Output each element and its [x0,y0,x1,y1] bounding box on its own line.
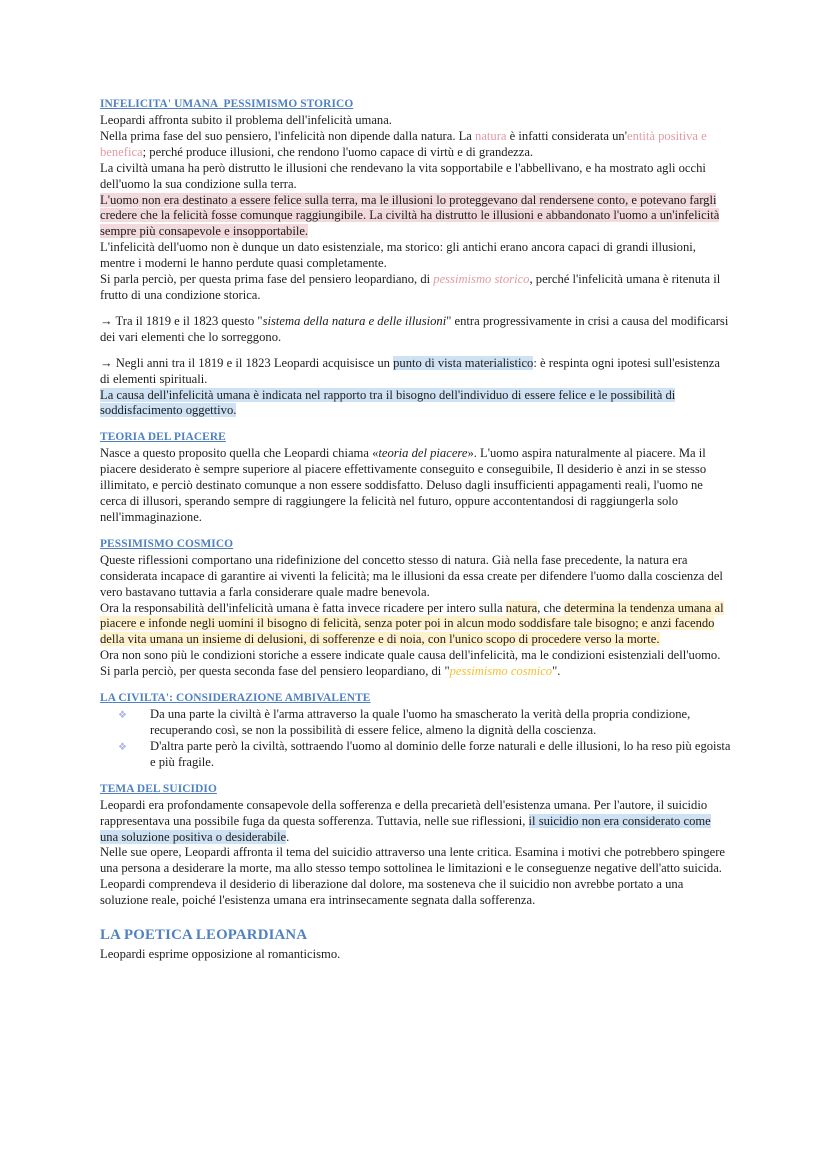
section-heading-la-poetica-leopardiana: LA POETICA LEOPARDIANA [100,927,308,944]
diamond-bullet-icon: ❖ [118,741,127,753]
text-run: , perché l'infelicità umana è ritenuta il frutto di una condizione storica. [100,272,721,302]
text-run: determina la tendenza umana al piacere e infonde negli uomini il bisogno di felicità, senza poter poi in alcun modo soddisfare tale bisogno; e anzi facendo della vita umana un insieme di delusioni, di sofferenze e di noia, con l'unico scopo di procedere verso la morte. [100,600,724,647]
text-run: natura [475,128,507,143]
text-run: pessimismo cosmico [449,664,553,679]
text-run: ". [552,664,561,679]
list-item [100,707,732,739]
text-run: è infatti considerata un' [506,128,627,143]
section-heading-tema-del-suicidio: TEMA DEL SUICIDIO [100,782,217,795]
paragraph [100,798,732,846]
paragraph [100,446,732,526]
text-run: D'altra parte però la civiltà, sottraendo l'uomo al dominio delle forze naturali e delle illusioni, lo ha reso più egoista e più fragile. [150,738,731,769]
paragraph [100,161,732,193]
text-run: Si parla perciò, per questa prima fase del pensiero leopardiano, di [100,272,434,287]
text-run: Ora la responsabilità dell'infelicità umana è fatta invece ricadere per intero sulla [100,600,506,615]
text-run: La civiltà umana ha però distrutto le illusioni che rendevano la vita sopportabile e l'abbellivano, e ha mostrato agli occhi dell'uomo la sua condizione sulla terra. [100,160,706,191]
text-run: sistema della natura e delle illusioni [262,313,447,328]
text-run: Ora non sono più le condizioni storiche a essere indicate quale causa dell'infelicità, ma le condizioni esistenziali dell'uomo. Si parla perciò, per questa seconda fase del pensiero leopardiano, di " [100,648,721,679]
text-run: Queste riflessioni comportano una ridefinizione del concetto stesso di natura. Già nella fase precedente, la natura era considerata incapace di garantire ai viventi la felicità; ma le illusioni da essa create per difendere l'uomo dalla coscienza del vero bastavano tuttavia a farla considerare quale madre benevola. [100,552,723,599]
text-run: Nella prima fase del suo pensiero, l'infelicità non dipende dalla natura. La [100,128,476,143]
text-run: Nelle sue opere, Leopardi affronta il tema del suicidio attraverso una lente critica. Esamina i motivi che potrebbero spingere una persona a desiderare la morte, ma allo stesso tempo sottolinea le limitazioni e le conseguenze negative dell'atto suicida. Leopardi comprendeva il desiderio di liberazione dal dolore, ma sosteneva che il suicidio non avrebbe portato a una soluzione reale, poiché l'esistenza umana era intrinsecamente segnata dalla sofferenza. [100,845,726,908]
ambivalence-bullet-list [100,707,732,771]
text-run: Leopardi affronta subito il problema dell'infelicità umana. [100,113,392,127]
paragraph [100,113,732,129]
text-run: L'infelicità dell'uomo non è dunque un dato esistenziale, ma storico: gli antichi erano ancora capaci di grandi illusioni, mentre i moderni le hanno perdute quasi completamente. [100,240,696,271]
list-item [100,739,732,771]
text-run: il suicidio non era considerato come una soluzione positiva o desiderabile [100,813,711,844]
section-heading-pessimismo-cosmico: PESSIMISMO COSMICO [100,537,234,550]
text-run: La causa dell'infelicità umana è indicata nel rapporto tra il bisogno dell'individuo di essere felice e le possibilità di soddisfacimento oggettivo. [100,387,676,418]
text-run: . [286,829,290,844]
paragraph [100,240,732,272]
text-run: , che [537,600,565,615]
text-run: ; perché produce illusioni, che rendono l'uomo capace di virtù e di grandezza. [142,144,534,159]
text-run: Nasce a questo proposito quella che Leopardi chiama « [100,446,379,461]
text-run: " entra progressivamente in crisi a causa del modificarsi dei vari elementi che lo sorreggono. [100,313,729,344]
paragraph-highlighted-blue [100,388,732,420]
text-run: → Tra il 1819 e il 1823 questo " [100,313,263,328]
paragraph-arrow-1 [100,314,732,346]
paragraph [100,648,732,680]
paragraph [100,129,732,161]
text-run: ». L'uomo aspira naturalmente al piacere. Ma il piacere desiderato è sempre superiore al piacere effettivamente conseguito e conseguibile, Il desiderio è anzi in se stesso illimitato, e perciò destinato comunque a non essere soddisfatto. Deluso dagli insufficienti appagamenti reali, l'uomo ne cerca di illusori, sperando sempre di raggiungere la felicità nel futuro, oppure accontentandosi di raggiungerla solo nell'immaginazione. [100,446,707,524]
paragraph-highlighted-pink [100,193,732,241]
paragraph-highlighted-yellow [100,601,732,649]
section-heading-teoria-del-piacere: TEORIA DEL PIACERE [100,431,226,444]
section-heading-infelicita-umana: INFELICITA' UMANA PESSIMISMO STORICO [100,98,354,110]
paragraph [100,272,732,304]
paragraph [100,947,732,963]
text-run: Leopardi esprime opposizione al romanticismo. [100,947,341,962]
diamond-bullet-icon: ❖ [118,710,127,722]
text-run: Da una parte la civiltà è l'arma attraverso la quale l'uomo ha smascherato la verità della propria condizione, recuperando così, se non la possibilità di essere felice, almeno la dignità della coscienza. [150,707,691,737]
text-run: Leopardi era profondamente consapevole della sofferenza e della precarietà dell'esistenza umana. Per l'autore, il suicidio rappresentava una possibile fuga da questa sofferenza. Tuttavia, nelle sue riflessioni, [100,797,708,828]
paragraph [100,553,732,601]
text-run: entità positiva e benefica [100,128,707,159]
paragraph [100,845,732,909]
text-run: pessimismo storico [433,272,530,287]
text-run: L'uomo non era destinato a essere felice sulla terra, ma le illusioni lo proteggevano dal rendersene conto, e potevano fargli credere che la felicità fosse comunque raggiungibile. La civiltà ha distrutto le illusioni e abbandonato l'uomo a un'infelicità sempre più consapevole e insopportabile. [100,192,720,239]
text-run: teoria del piacere [378,446,468,461]
text-run: : è respinta ogni ipotesi sull'esistenza di elementi spirituali. [100,355,720,386]
text-run: punto di vista materialistico [393,355,534,370]
paragraph-arrow-2 [100,356,732,388]
text-run: natura [505,600,538,615]
text-run: → Negli anni tra il 1819 e il 1823 Leopardi acquisisce un [100,355,394,370]
section-heading-la-civilta: LA CIVILTA': CONSIDERAZIONE AMBIVALENTE [100,692,371,705]
